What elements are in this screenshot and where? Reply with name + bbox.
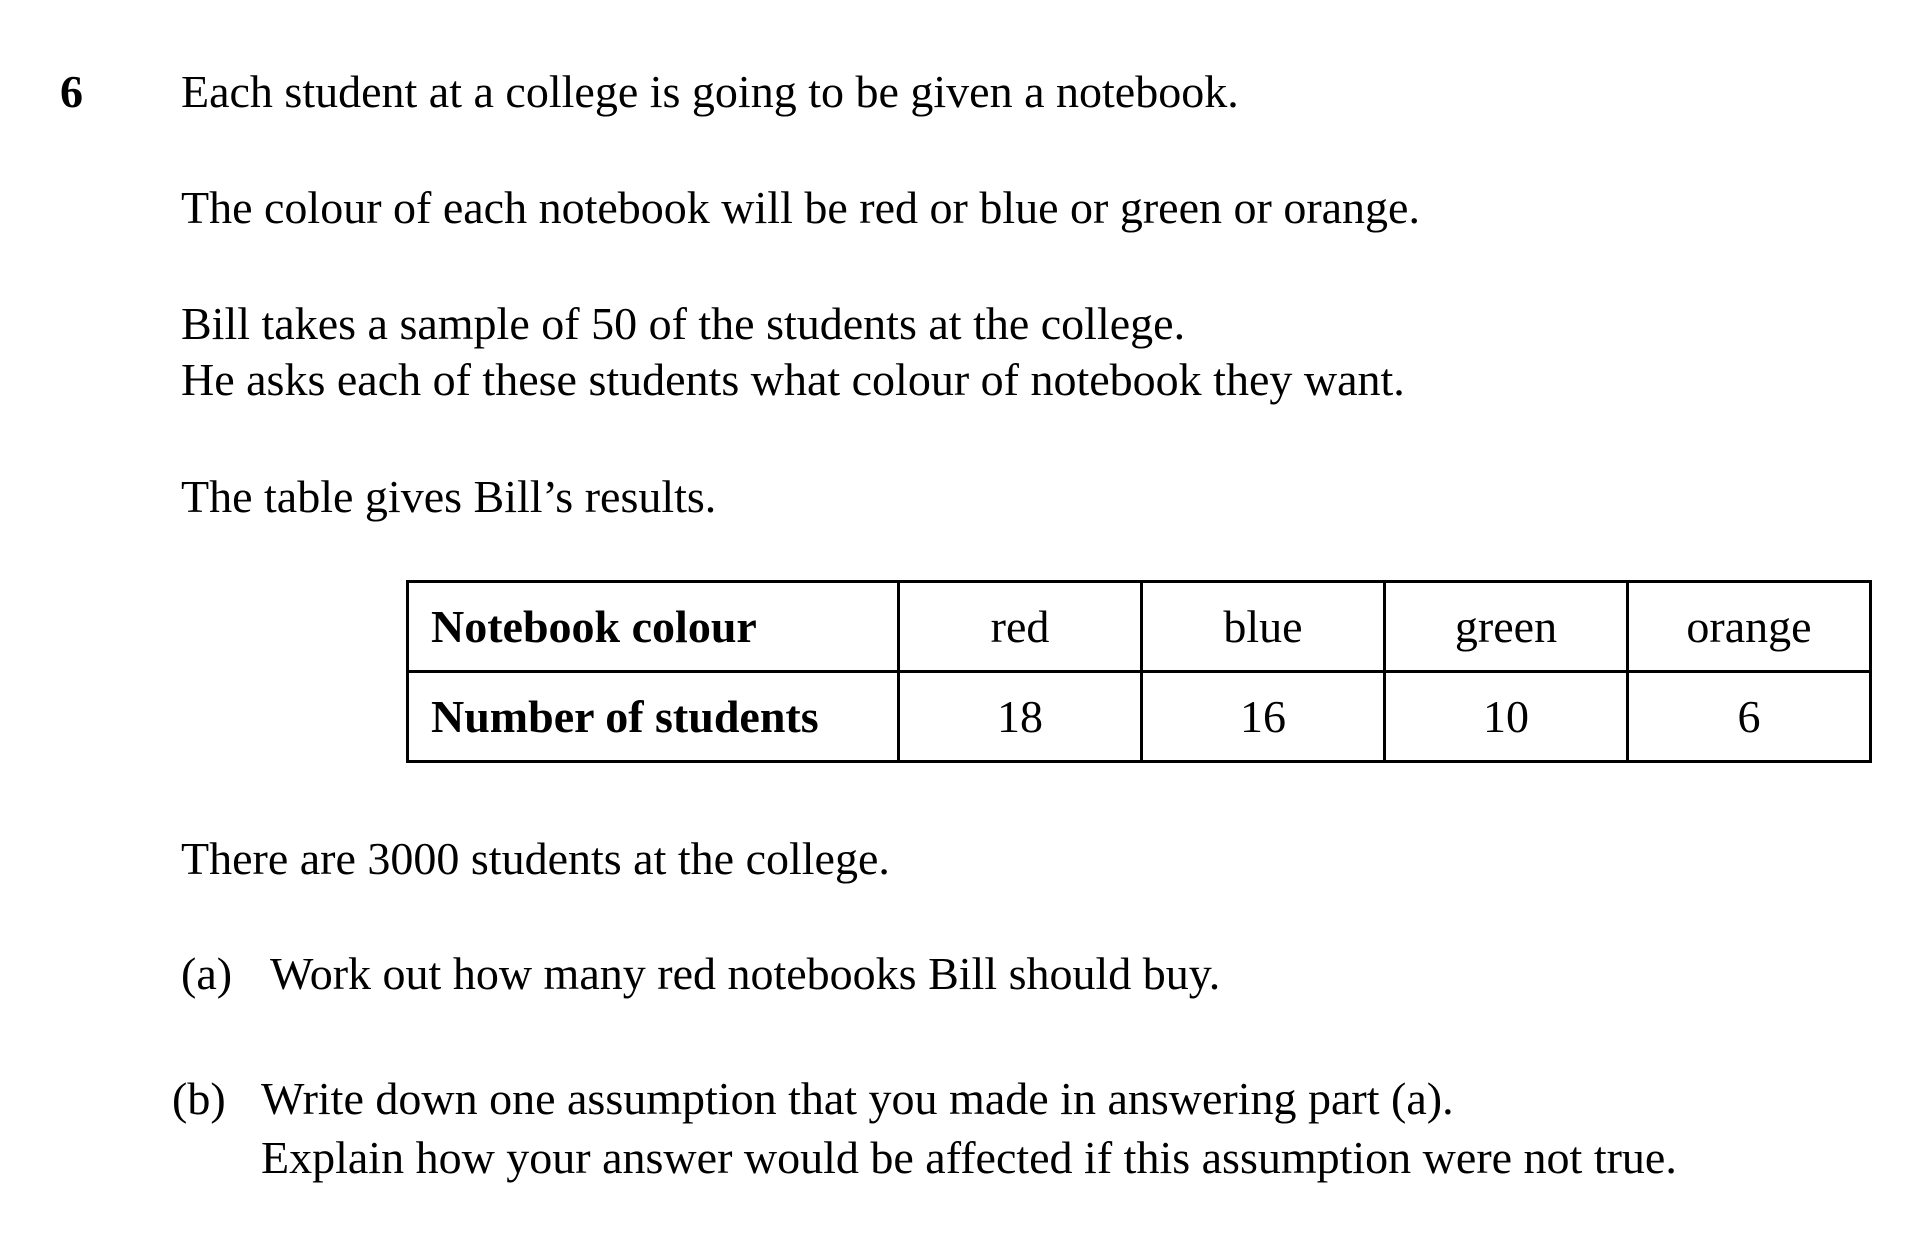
table-row-label: Number of students	[408, 672, 899, 762]
table-cell-count: 16	[1142, 672, 1385, 762]
table-cell-colour: orange	[1628, 582, 1871, 672]
intro-line-1: Each student at a college is going to be given a notebook.	[181, 66, 1239, 117]
intro-line-5: The table gives Bill’s results.	[181, 471, 717, 522]
table-cell-colour: red	[899, 582, 1142, 672]
intro-line-4: He asks each of these students what colour of notebook they want.	[181, 354, 1405, 405]
table-header-label: Notebook colour	[408, 582, 899, 672]
table-cell-count: 6	[1628, 672, 1871, 762]
college-total-line: There are 3000 students at the college.	[181, 833, 890, 884]
table-row-colours	[408, 582, 1871, 672]
table-row-counts	[408, 672, 1871, 762]
part-a-label: (a)	[181, 948, 233, 999]
table-cell-count: 10	[1385, 672, 1628, 762]
intro-line-3: Bill takes a sample of 50 of the students at the college.	[181, 298, 1186, 349]
intro-line-2: The colour of each notebook will be red or blue or green or orange.	[181, 182, 1420, 233]
question-number: 6	[60, 66, 83, 117]
part-a-text: Work out how many red notebooks Bill should buy.	[270, 948, 1221, 999]
table-cell-count: 18	[899, 672, 1142, 762]
table-cell-colour: green	[1385, 582, 1628, 672]
results-table	[406, 580, 1872, 763]
table-cell-colour: blue	[1142, 582, 1385, 672]
part-b-text-line-1: Write down one assumption that you made in answering part (a).	[261, 1073, 1454, 1124]
part-b-text-line-2: Explain how your answer would be affected if this assumption were not true.	[261, 1132, 1677, 1183]
part-b-label: (b)	[172, 1073, 226, 1124]
